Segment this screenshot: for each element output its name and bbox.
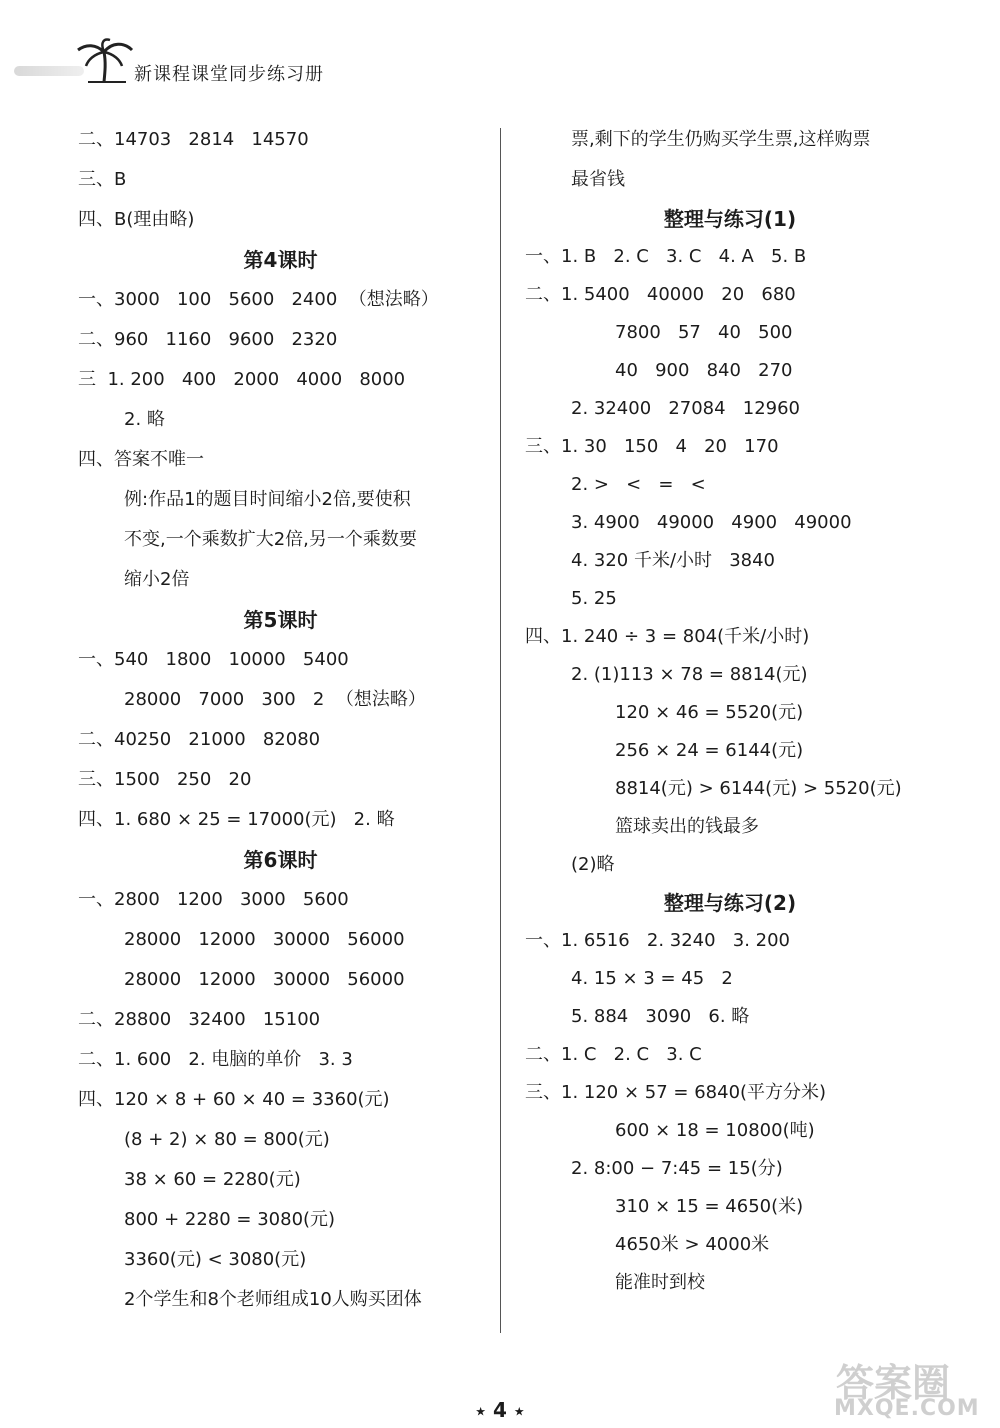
answer-line: 二、1. C 2. C 3. C bbox=[525, 1044, 702, 1065]
answer-line: 256 × 24 = 6144(元) bbox=[615, 740, 804, 761]
section-heading: 第5课时 bbox=[243, 608, 318, 632]
answer-line: 三 1. 200 400 2000 4000 8000 bbox=[78, 369, 406, 390]
star-icon: ★ bbox=[513, 1404, 525, 1419]
answer-line: 2. 略 bbox=[124, 409, 165, 430]
answer-line: 310 × 15 = 4650(米) bbox=[615, 1196, 804, 1217]
section-heading: 第4课时 bbox=[243, 248, 318, 272]
column-divider bbox=[500, 128, 501, 1333]
answer-line: 120 × 46 = 5520(元) bbox=[615, 702, 804, 723]
answer-line: 一、1. 6516 2. 3240 3. 200 bbox=[525, 930, 790, 951]
answer-line: 3. 4900 49000 4900 49000 bbox=[571, 512, 852, 533]
answer-line: 二、14703 2814 14570 bbox=[78, 129, 309, 150]
answer-line: 28000 12000 30000 56000 bbox=[124, 969, 405, 990]
answer-line: (2)略 bbox=[571, 854, 615, 875]
answer-line: 例:作品1的题目时间缩小2倍,要使积 bbox=[124, 489, 411, 510]
answer-line: 四、1. 240 ÷ 3 = 804(千米/小时) bbox=[525, 626, 810, 647]
answer-line: 票,剩下的学生仍购买学生票,这样购票 bbox=[571, 129, 871, 150]
answer-line: 二、1. 5400 40000 20 680 bbox=[525, 284, 796, 305]
answer-line: 二、1. 600 2. 电脑的单价 3. 3 bbox=[78, 1049, 353, 1070]
answer-line: 篮球卖出的钱最多 bbox=[615, 816, 759, 837]
watermark-glyph: 答案圈 bbox=[836, 1361, 951, 1405]
page-number: 4 bbox=[493, 1398, 507, 1422]
answer-line: 四、答案不唯一 bbox=[78, 449, 204, 470]
answer-line: 4. 15 × 3 = 45 2 bbox=[571, 968, 733, 989]
answer-line: 4. 320 千米/小时 3840 bbox=[571, 550, 776, 571]
answer-line: 四、1. 680 × 25 = 17000(元) 2. 略 bbox=[78, 809, 395, 830]
answer-line: 二、28800 32400 15100 bbox=[78, 1009, 321, 1030]
answer-line: 5. 25 bbox=[571, 588, 617, 609]
answer-line: 800 + 2280 = 3080(元) bbox=[124, 1209, 336, 1230]
answer-line: 一、3000 100 5600 2400 （想法略） bbox=[78, 289, 439, 310]
answer-line: 28000 12000 30000 56000 bbox=[124, 929, 405, 950]
star-icon: ★ bbox=[475, 1404, 487, 1419]
answer-line: 二、40250 21000 82080 bbox=[78, 729, 321, 750]
answer-line: 7800 57 40 500 bbox=[615, 322, 793, 343]
answer-line: (8 + 2) × 80 = 800(元) bbox=[124, 1129, 330, 1150]
book-title: 新课程课堂同步练习册 bbox=[134, 64, 324, 85]
answer-line: 一、2800 1200 3000 5600 bbox=[78, 889, 349, 910]
answer-line: 三、1. 120 × 57 = 6840(平方分米) bbox=[525, 1082, 827, 1103]
answer-line: 2. 32400 27084 12960 bbox=[571, 398, 801, 419]
right-column bbox=[525, 120, 935, 1302]
answer-line: 40 900 840 270 bbox=[615, 360, 793, 381]
page-header bbox=[14, 38, 334, 88]
answer-line: 最省钱 bbox=[571, 169, 625, 190]
answer-line: 2. > < = < bbox=[571, 474, 706, 495]
section-heading: 整理与练习(2) bbox=[663, 891, 797, 915]
section-heading: 整理与练习(1) bbox=[663, 207, 797, 231]
answer-line: 38 × 60 = 2280(元) bbox=[124, 1169, 301, 1190]
answer-line: 三、1500 250 20 bbox=[78, 769, 252, 790]
answer-line: 3360(元) < 3080(元) bbox=[124, 1249, 307, 1270]
answer-line: 能准时到校 bbox=[615, 1272, 705, 1293]
answer-line: 缩小2倍 bbox=[124, 569, 190, 590]
answer-line: 不变,一个乘数扩大2倍,另一个乘数要 bbox=[124, 529, 417, 550]
palm-tree-icon bbox=[74, 38, 134, 84]
answer-line: 四、120 × 8 + 60 × 40 = 3360(元) bbox=[78, 1089, 390, 1110]
left-column bbox=[78, 120, 483, 1320]
answer-line: 三、1. 30 150 4 20 170 bbox=[525, 436, 779, 457]
section-heading: 第6课时 bbox=[243, 848, 318, 872]
answer-line: 2. 8:00 − 7:45 = 15(分) bbox=[571, 1158, 783, 1179]
answer-line: 600 × 18 = 10800(吨) bbox=[615, 1120, 815, 1141]
answer-line: 2个学生和8个老师组成10人购买团体 bbox=[124, 1289, 422, 1310]
answer-line: 8814(元) > 6144(元) > 5520(元) bbox=[615, 778, 902, 799]
answer-line: 三、B bbox=[78, 169, 127, 190]
answer-line: 一、1. B 2. C 3. C 4. A 5. B bbox=[525, 246, 807, 267]
answer-line: 28000 7000 300 2 （想法略） bbox=[124, 689, 426, 710]
answer-line: 4650米 > 4000米 bbox=[615, 1234, 770, 1255]
watermark bbox=[830, 1352, 995, 1424]
answer-line: 5. 884 3090 6. 略 bbox=[571, 1006, 750, 1027]
answer-line: 四、B(理由略) bbox=[78, 209, 195, 230]
answer-line: 一、540 1800 10000 5400 bbox=[78, 649, 349, 670]
answer-line: 2. (1)113 × 78 = 8814(元) bbox=[571, 664, 808, 685]
watermark-text: MXQE.COM bbox=[834, 1396, 980, 1421]
answer-line: 二、960 1160 9600 2320 bbox=[78, 329, 338, 350]
